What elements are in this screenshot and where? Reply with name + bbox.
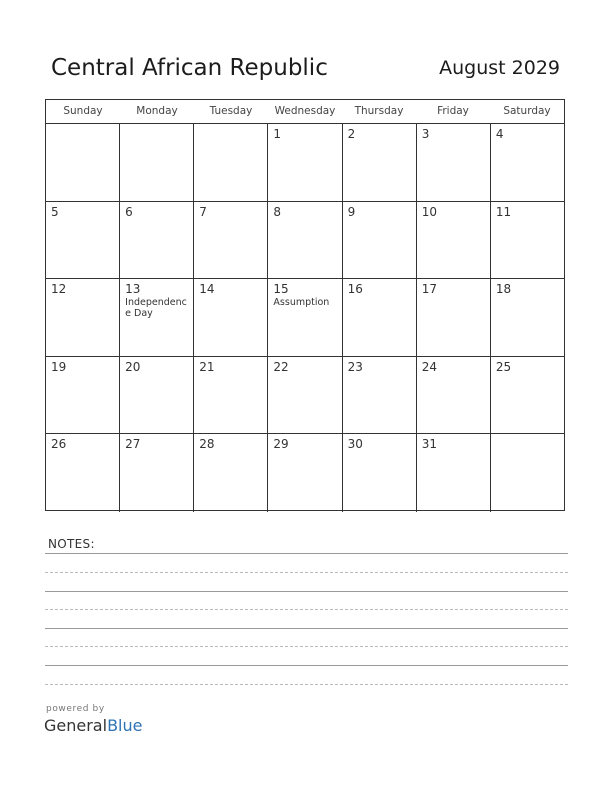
day-number: 6 [125, 204, 133, 219]
day-cell [268, 357, 342, 434]
day-cell [120, 357, 194, 434]
day-cell [46, 279, 120, 356]
notes-line [45, 572, 568, 573]
day-number: 7 [199, 204, 207, 219]
day-number: 25 [495, 359, 512, 374]
day-number: 31 [421, 437, 437, 452]
day-number: 17 [421, 282, 437, 297]
day-cell [491, 357, 564, 434]
day-cell [343, 202, 417, 279]
notes-line [45, 646, 568, 647]
day-number: 19 [51, 359, 67, 374]
day-cell [343, 357, 417, 434]
calendar-country-title: Central African Republic [51, 55, 328, 81]
day-cell [417, 124, 491, 201]
day-number: 18 [495, 282, 512, 297]
day-number: 20 [125, 359, 141, 374]
weekday-saturday: Saturday [503, 105, 551, 117]
week-row-4 [46, 357, 564, 435]
day-cell [268, 202, 342, 279]
weekday-header-row [46, 100, 564, 124]
calendar-month-title: August 2029 [439, 57, 560, 79]
day-cell [268, 434, 342, 512]
day-cell [417, 434, 491, 512]
day-number: 4 [495, 127, 504, 141]
weekday-wednesday: Wednesday [274, 105, 336, 117]
day-cell [491, 124, 564, 201]
day-cell [343, 279, 417, 356]
holiday-label: Independence Day [125, 297, 187, 320]
powered-by-text: powered by [46, 704, 105, 714]
day-cell [417, 279, 491, 356]
day-number: 21 [199, 359, 215, 374]
day-cell [194, 124, 268, 201]
week-row-2 [46, 202, 564, 280]
notes-label: NOTES: [48, 537, 95, 551]
weekday-sunday: Sunday [63, 105, 103, 117]
day-cell [194, 202, 268, 279]
day-number: 29 [273, 437, 289, 452]
week-row-3 [46, 279, 564, 357]
day-cell [417, 357, 491, 434]
day-number: 8 [273, 204, 282, 219]
notes-line [45, 684, 568, 685]
generalblue-logo[interactable] [44, 716, 142, 735]
day-cell [491, 434, 564, 512]
day-cell [268, 124, 342, 201]
day-number: 27 [125, 437, 141, 452]
day-number: 24 [421, 359, 437, 374]
day-number: 28 [199, 437, 215, 452]
day-cell [491, 279, 564, 356]
day-cell [194, 434, 268, 512]
notes-line [45, 553, 568, 554]
weekday-thursday: Thursday [354, 105, 404, 117]
day-number: 5 [51, 204, 59, 219]
day-cell [46, 124, 120, 201]
day-cell [194, 279, 268, 356]
day-number: 16 [347, 282, 363, 297]
day-number: 30 [347, 437, 363, 452]
day-cell [491, 202, 564, 279]
weekday-tuesday: Tuesday [209, 105, 253, 117]
week-row-1 [46, 124, 564, 202]
notes-line [45, 591, 568, 592]
notes-line [45, 609, 568, 610]
day-cell [46, 202, 120, 279]
calendar-grid [45, 99, 565, 511]
brand-name-part2: Blue [107, 716, 143, 735]
day-cell [120, 124, 194, 201]
day-number: 12 [51, 282, 67, 297]
day-number: 9 [347, 204, 356, 219]
day-number: 1 [273, 127, 282, 141]
day-number: 26 [51, 437, 67, 452]
day-number: 10 [421, 204, 437, 219]
day-number: 22 [273, 359, 289, 374]
brand-name-part1: General [44, 716, 108, 735]
day-number: 2 [347, 127, 356, 141]
day-cell [417, 202, 491, 279]
day-cell [120, 434, 194, 512]
day-cell [268, 279, 342, 356]
day-cell [343, 434, 417, 512]
notes-line [45, 665, 568, 666]
weekday-friday: Friday [437, 105, 469, 117]
week-row-5 [46, 434, 564, 512]
weekday-monday: Monday [136, 105, 178, 117]
day-number: 14 [199, 282, 215, 297]
day-cell [343, 124, 417, 201]
day-number: 15 [273, 282, 289, 297]
day-cell [194, 357, 268, 434]
day-cell [120, 202, 194, 279]
holiday-label: Assumption [273, 297, 330, 309]
day-cell [46, 357, 120, 434]
day-number: 23 [347, 359, 363, 374]
day-number: 11 [495, 204, 512, 219]
day-number: 13 [125, 282, 141, 297]
day-cell [46, 434, 120, 512]
day-number: 3 [421, 127, 430, 141]
day-cell [120, 279, 194, 356]
notes-line [45, 628, 568, 629]
